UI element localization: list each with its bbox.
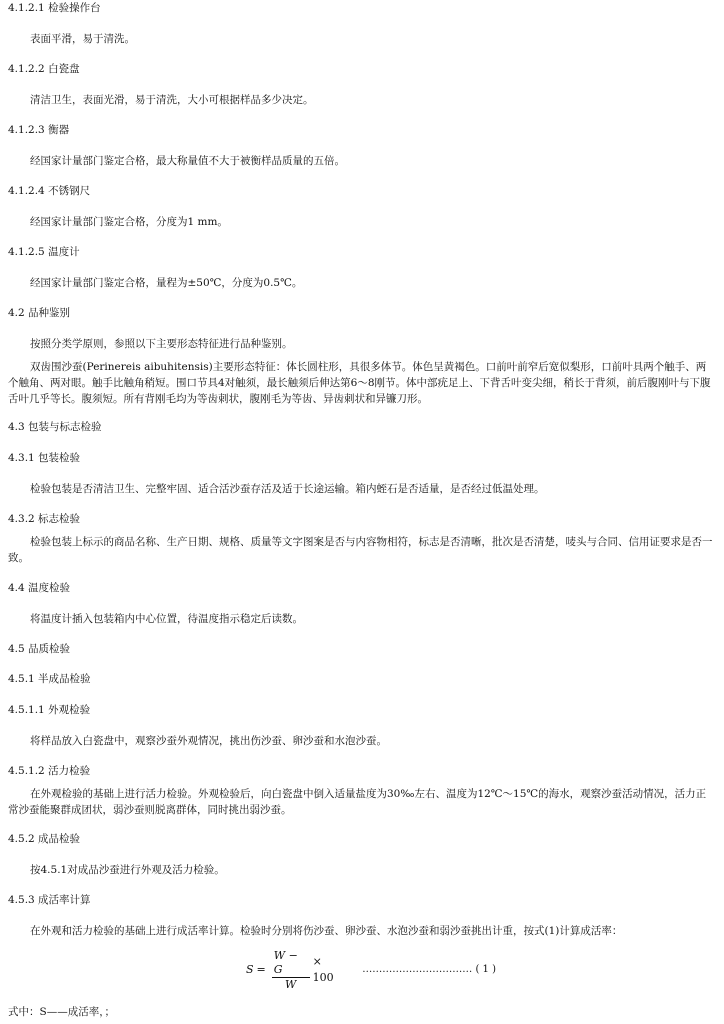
- heading-4-4: 4.4 温度检验: [8, 582, 71, 594]
- paragraph-4-2-features: 双齿围沙蚕(Perinereis aibuhitensis)主要形态特征：体长圆柱形，具很多体节。体色呈黄褐色。口前叶前窄后宽似梨形，口前叶具两个触手、两个触角、两对眼。触手比触角稍短。围口节具4对触须，最长触须后伸达第6～8刚节。体中部疣足上、下背舌叶变尖细，稍长于背须，前后腹刚叶与下腹舌叶几乎等长。腹须短。所有背刚毛均为等齿刺状，腹刚毛为等齿、异齿刺状和异镰刀形。: [8, 361, 711, 405]
- heading-4-1-2-1: 4.1.2.1 检验操作台: [8, 2, 101, 14]
- paragraph-4-3-2: 检验包装上标示的商品名称、生产日期、规格、质量等文字图案是否与内容物相符，标志是否清晰，批次是否清楚，唛头与合同、信用证要求是否一致。: [8, 536, 713, 564]
- heading-4-3: 4.3 包装与标志检验: [8, 421, 102, 433]
- formula-1: [246, 950, 496, 990]
- formula-dots: ……………………………: [362, 964, 473, 975]
- heading-4-5: 4.5 品质检验: [8, 643, 71, 655]
- paragraph-4-5-3: 在外观和活力检验的基础上进行成活率计算。检验时分别将伤沙蚕、卵沙蚕、水泡沙蚕和弱沙蚕挑出计重，按式(1)计算成活率：: [30, 925, 623, 937]
- heading-4-1-2-4: 4.1.2.4 不锈钢尺: [8, 185, 91, 197]
- heading-4-5-1-2: 4.5.1.2 活力检验: [8, 765, 91, 777]
- heading-4-5-3: 4.5.3 成活率计算: [8, 894, 91, 906]
- heading-4-3-2: 4.3.2 标志检验: [8, 513, 81, 525]
- formula-numerator: W − G: [272, 949, 310, 978]
- formula-equals: =: [256, 963, 266, 976]
- heading-4-5-1-1: 4.5.1.1 外观检验: [8, 704, 91, 716]
- heading-4-5-1: 4.5.1 半成品检验: [8, 673, 91, 685]
- paragraph-4-1-2-4: 经国家计量部门鉴定合格，分度为1 mm。: [30, 216, 228, 228]
- formula-number-leader: [362, 962, 496, 978]
- heading-4-3-1: 4.3.1 包装检验: [8, 452, 81, 464]
- paragraph-4-3-1: 检验包装是否清洁卫生、完整牢固、适合活沙蚕存活及适于长途运输。箱内蛭石是否适量，是否经过低温处理。: [30, 483, 545, 495]
- paragraph-4-4: 将温度计插入包装箱内中心位置，待温度指示稳定后读数。: [30, 613, 303, 625]
- formula-lhs: S: [246, 963, 254, 976]
- formula-fraction: [272, 949, 310, 992]
- paragraph-4-5-1-2: 在外观检验的基础上进行活力检验。外观检验后，向白瓷盘中倒入适量盐度为30‰左右、温度为12℃～15℃的海水，观察沙蚕活动情况，活力正常沙蚕能聚群成团状，弱沙蚕则脱离群体，同时挑出弱沙蚕。: [8, 788, 707, 816]
- paragraph-4-1-2-2: 清洁卫生，表面光滑，易于清洗，大小可根据样品多少决定。: [30, 94, 314, 106]
- formula-denominator: W: [285, 977, 297, 991]
- heading-4-1-2-3: 4.1.2.3 衡器: [8, 124, 70, 136]
- heading-4-1-2-5: 4.1.2.5 温度计: [8, 246, 80, 258]
- formula-times: × 100: [312, 955, 334, 984]
- heading-4-1-2-2: 4.1.2.2 白瓷盘: [8, 63, 80, 75]
- paragraph-4-1-2-1: 表面平滑，易于清洗。: [30, 33, 135, 45]
- paragraph-4-2-intro: 按照分类学原则，参照以下主要形态特征进行品种鉴别。: [30, 338, 293, 350]
- paragraph-4-1-2-5: 经国家计量部门鉴定合格，量程为±50℃，分度为0.5℃。: [30, 277, 303, 289]
- paragraph-4-5-1-1: 将样品放入白瓷盘中，观察沙蚕外观情况，挑出伤沙蚕、卵沙蚕和水泡沙蚕。: [30, 735, 387, 747]
- heading-4-5-2: 4.5.2 成品检验: [8, 833, 81, 845]
- paragraph-4-1-2-3: 经国家计量部门鉴定合格，最大称量值不大于被衡样品质量的五倍。: [30, 155, 345, 167]
- formula-number: ( 1 ): [475, 964, 496, 975]
- paragraph-4-5-2: 按4.5.1对成品沙蚕进行外观及活力检验。: [30, 864, 225, 876]
- heading-4-2: 4.2 品种鉴别: [8, 307, 71, 319]
- where-clause: 式中：S——成活率，；: [8, 1006, 115, 1018]
